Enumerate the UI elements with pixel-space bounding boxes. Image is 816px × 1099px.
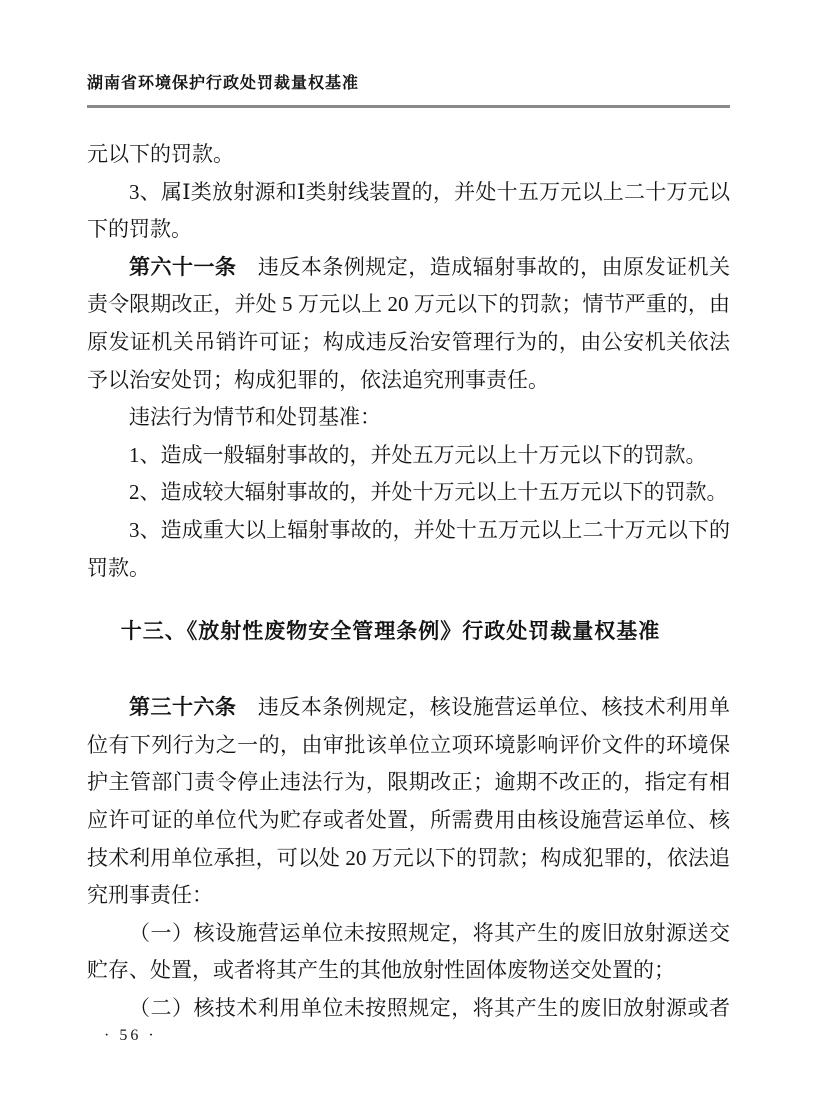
section-heading-text: 十三、《放射性废物安全管理条例》行政处罚裁量权基准	[120, 620, 661, 644]
paragraph-continuation	[87, 136, 730, 174]
paragraph-item-3-class1	[87, 174, 730, 249]
page-number	[104, 1027, 157, 1045]
paragraph-text: 3、属Ⅰ类放射源和Ⅰ类射线装置的，并处十五万元以上二十万元以下的罚款。	[87, 179, 730, 242]
paragraph-penalty-item-3	[87, 512, 730, 587]
running-header	[87, 74, 730, 108]
document-title: 湖南省环境保护行政处罚裁量权基准	[87, 75, 360, 92]
document-body	[87, 136, 730, 1027]
paragraph-text: （二）核技术利用单位未按照规定，将其产生的废旧放射源或者	[129, 995, 730, 1020]
paragraph-text: 违反本条例规定，核设施营运单位、核技术利用单位有下列行为之一的，由审批该单位立项环境影响评价文件的环境保护主管部门责令停止违法行为，限期改正；逾期不改正的，指定有相应许可证的单位代为贮存或者处置，所需费用由核设施营运单位、核技术利用单位承担，可以处 20 万元以下的罚款；构成犯罪的，依法追究刑事责任：	[87, 695, 731, 908]
paragraph-article-36	[87, 689, 730, 915]
paragraph-penalty-basis-label	[87, 399, 730, 437]
paragraph-text: 违法行为情节和处罚基准：	[129, 405, 381, 430]
paragraph-text: （一）核设施营运单位未按照规定，将其产生的废旧放射源送交贮存、处置，或者将其产生的其他放射性固体废物送交处置的；	[87, 920, 730, 983]
article-number: 第三十六条	[129, 696, 237, 720]
page-number-text: · 56 ·	[104, 1027, 157, 1044]
paragraph-penalty-item-2	[87, 474, 730, 512]
paragraph-article-61	[87, 249, 730, 399]
paragraph-subitem-1	[87, 915, 730, 990]
paragraph-penalty-item-1	[87, 437, 730, 475]
paragraph-subitem-2	[87, 990, 730, 1028]
paragraph-text: 违反本条例规定，造成辐射事故的，由原发证机关责令限期改正，并处 5 万元以上 20 万元以下的罚款；情节严重的，由原发证机关吊销许可证；构成违反治安管理行为的，由公安机关依法予以治安处罚；构成犯罪的，依法追究刑事责任。	[87, 254, 731, 392]
paragraph-text: 3、造成重大以上辐射事故的，并处十五万元以上二十万元以下的罚款。	[87, 517, 730, 580]
paragraph-text: 2、造成较大辐射事故的，并处十万元以上十五万元以下的罚款。	[129, 480, 728, 505]
paragraph-text: 元以下的罚款。	[87, 142, 234, 166]
article-number: 第六十一条	[129, 255, 237, 279]
paragraph-text: 1、造成一般辐射事故的，并处五万元以上十万元以下的罚款。	[129, 442, 707, 467]
section-heading-13	[87, 613, 694, 651]
